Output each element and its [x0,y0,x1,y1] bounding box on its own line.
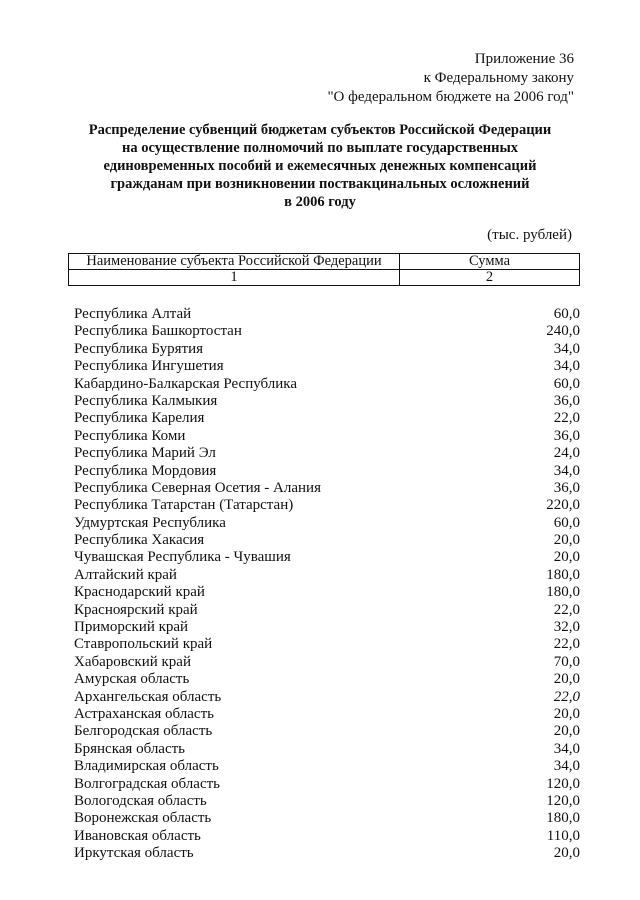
region-name: Краснодарский край [74,584,205,601]
region-amount: 120,0 [546,792,580,809]
region-name: Кабардино-Балкарская Республика [74,375,298,392]
region-amount: 60,0 [553,514,580,531]
table-row [74,706,580,723]
table-row [74,636,580,653]
table-row [74,845,580,862]
table-row [74,532,580,549]
region-amount: 110,0 [546,827,580,844]
region-name: Приморский край [74,619,189,636]
region-amount: 180,0 [546,566,580,583]
region-amount: 240,0 [546,323,580,340]
region-amount: 32,0 [553,619,580,636]
region-list [74,306,580,863]
region-amount: 20,0 [553,845,580,862]
appendix-number: Приложение 36 [474,51,574,67]
region-name: Вологодская область [74,792,207,809]
region-amount: 60,0 [553,306,580,322]
header-row [69,254,580,270]
column-number-2: 2 [400,270,580,286]
table-row [74,810,580,827]
table-row [74,723,580,740]
region-name: Брянская область [74,740,186,757]
table-row [74,828,580,845]
table-row [74,428,580,445]
region-name: Республика Алтай [74,306,192,322]
appendix-law-title: "О федеральном бюджете на 2006 год" [327,89,574,105]
region-name: Республика Бурятия [74,340,204,357]
table-row [74,654,580,671]
column-number-row [69,270,580,286]
region-amount: 34,0 [553,340,580,357]
region-amount: 36,0 [553,392,580,409]
region-name: Республика Мордовия [74,462,217,479]
region-amount: 34,0 [553,462,580,479]
region-amount: 34,0 [553,740,580,757]
title-line: в 2006 году [284,194,356,210]
region-amount: 120,0 [546,775,580,792]
region-name: Воронежская область [74,810,212,827]
column-number-1: 1 [69,270,400,286]
region-name: Республика Марий Эл [74,445,216,462]
table-row [74,793,580,810]
table-row [74,515,580,532]
region-amount: 22,0 [553,636,580,653]
region-name: Архангельская область [74,688,222,705]
table-row [74,306,580,323]
appendix-law-ref: к Федеральному закону [423,70,574,86]
header-amount: Сумма [400,254,580,270]
table-row [74,567,580,584]
region-name: Республика Калмыкия [74,392,218,409]
region-name: Республика Ингушетия [74,358,224,375]
region-name: Республика Северная Осетия - Алания [74,479,321,496]
table-row [74,323,580,340]
table-row [74,549,580,566]
table-row [74,776,580,793]
region-name: Республика Хакасия [74,532,205,549]
region-amount: 22,0 [553,601,580,618]
table-row [74,341,580,358]
title-line: гражданам при возникновении поствакцинальных осложнений [110,176,530,192]
region-name: Республика Башкортостан [74,323,242,340]
table-row [74,463,580,480]
region-name: Ставропольский край [74,636,213,653]
region-name: Владимирская область [74,758,219,775]
region-name: Амурская область [74,671,190,688]
region-name: Ивановская область [74,827,201,844]
region-amount: 180,0 [546,584,580,601]
region-amount: 180,0 [546,810,580,827]
region-amount: 20,0 [553,723,580,740]
region-name: Волгоградская область [74,775,220,792]
table-row [74,741,580,758]
table-row [74,410,580,427]
table-row [74,358,580,375]
region-amount: 22,0 [553,410,580,427]
table-row [74,584,580,601]
title-line: единовременных пособий и ежемесячных денежных компенсаций [103,158,537,174]
table-row [74,602,580,619]
table-row [74,619,580,636]
region-amount: 20,0 [553,549,580,566]
region-amount: 220,0 [546,497,580,514]
region-name: Астраханская область [74,705,214,722]
title-line: на осуществление полномочий по выплате государственных [121,140,519,156]
table-row [74,393,580,410]
region-amount: 24,0 [553,445,580,462]
region-name: Республика Карелия [74,410,205,427]
table-row [74,480,580,497]
region-name: Хабаровский край [74,653,191,670]
region-name: Республика Коми [74,427,186,444]
region-amount: 22,0 [553,688,580,705]
appendix-reference [314,50,574,107]
region-name: Чувашская Республика - Чувашия [74,549,291,566]
title-line: Распределение субвенций бюджетам субъектов Российской Федерации [88,122,552,138]
region-amount: 70,0 [553,653,580,670]
table-row [74,689,580,706]
table-row [74,497,580,514]
region-amount: 20,0 [553,671,580,688]
table-row [74,758,580,775]
table-row [74,445,580,462]
region-amount: 34,0 [553,358,580,375]
table-row [74,376,580,393]
table-row [74,671,580,688]
region-name: Удмуртская Республика [74,514,226,531]
region-name: Республика Татарстан (Татарстан) [74,497,294,514]
region-amount: 34,0 [553,758,580,775]
region-name: Иркутская область [74,845,194,862]
region-name: Белгородская область [74,723,213,740]
header-region-name: Наименование субъекта Российской Федерации [69,254,400,270]
table-header [68,253,580,286]
document-title [70,121,570,211]
region-amount: 60,0 [553,375,580,392]
units-label: (тыс. рублей) [487,227,572,243]
region-amount: 20,0 [553,705,580,722]
region-name: Красноярский край [74,601,198,618]
region-amount: 36,0 [553,427,580,444]
region-amount: 20,0 [553,532,580,549]
region-amount: 36,0 [553,479,580,496]
region-name: Алтайский край [74,566,177,583]
